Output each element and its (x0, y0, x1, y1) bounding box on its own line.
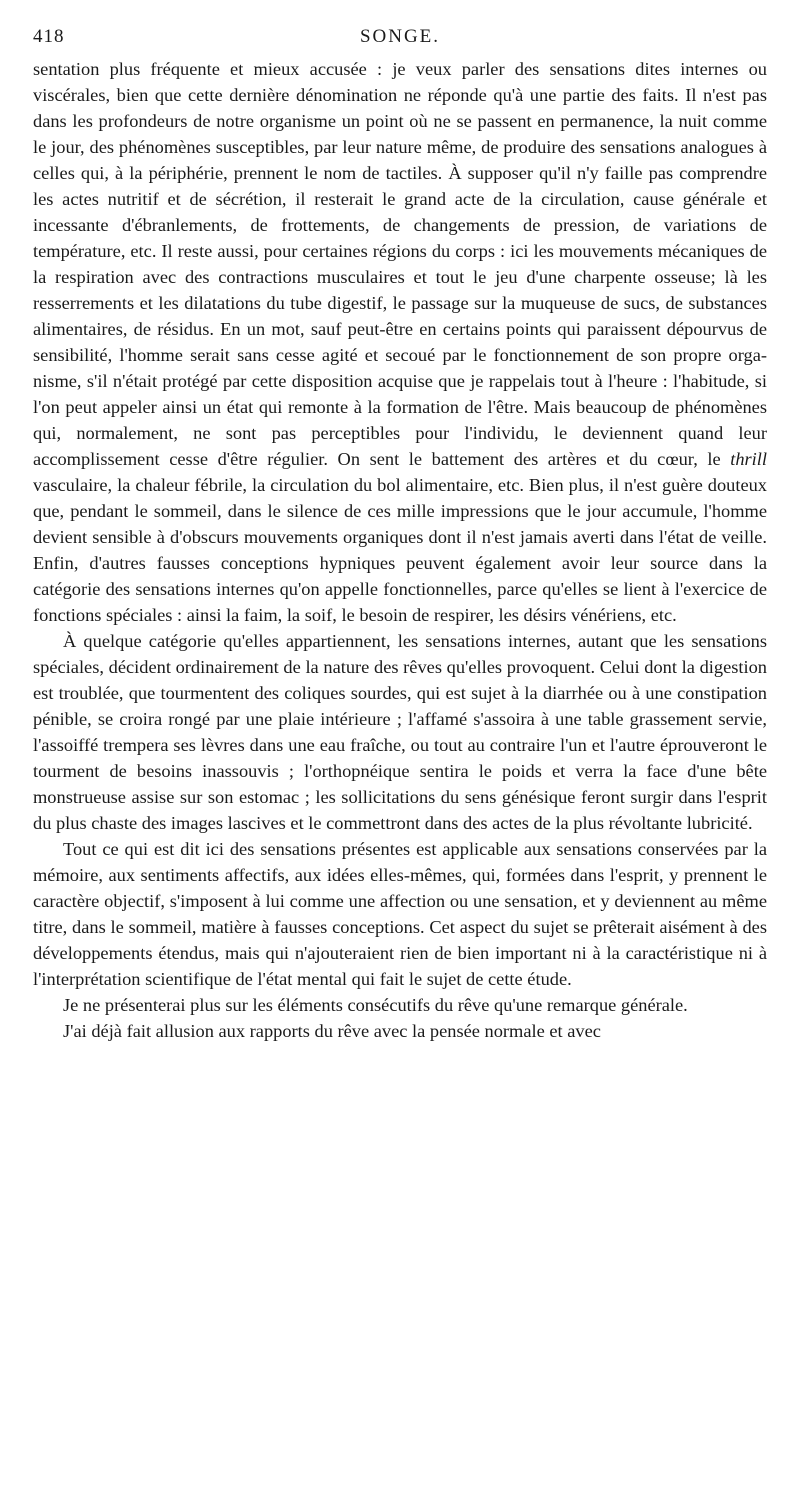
paragraph-1-italic-term: thrill (730, 449, 767, 469)
paragraph-1 (33, 56, 767, 628)
paragraph-4: Je ne présenterai plus sur les éléments consécutifs du rêve qu'une remarque générale. (63, 995, 688, 1015)
page-header (33, 26, 767, 56)
page-number: 418 (33, 26, 65, 47)
paragraph-1-text-a: sentation plus fréquente et mieux accusée : je veux parler des sensations dites internes ou viscérales, bien que cette dernière dénomination ne réponde qu'à une partie des faits. Il n'est pas dans les profondeurs de notre organisme un point où ne se passent en permanence, la nuit comme le jour, des phénomènes susceptibles, par leur nature même, de produire des sensations analogues à celles qui, à la périphérie, prennent le nom de tactiles. À supposer qu'il n'y faille pas comprendre les actes nutritif et de sécrétion, il resterait le grand acte de la circulation, cause générale et incessante d'ébranlements, de frottements, de changements de pression, de variations de température, etc. Il reste aussi, pour certaines régions du corps : ici les mouvements mécaniques de la respiration avec des contractions musculaires et tout le jeu d'une charpente osseuse; là les resserrements et les dilatations du tube digestif, le passage sur la muqueuse de sucs, de substances alimentaires, de résidus. En un mot, sauf peut-être en certains points qui paraissent dépourvus de sensibilité, l'homme serait sans cesse agité et secoué par le fonctionnement de son propre organisme, s'il n'était protégé par cette disposition acquise que je rappelais tout à l'heure : l'habitude, si l'on peut appeler ainsi un état qui remonte à la formation de l'être. Mais beaucoup de phénomènes qui, normalement, ne sont pas perceptibles pour l'individu, le deviennent quand leur accomplissement cesse d'être régulier. On sent le battement des artères et du cœur, le (33, 59, 767, 469)
paragraph-1-text-b: vasculaire, la chaleur fébrile, la circulation du bol alimentaire, etc. Bien plus, il n'est guère douteux que, pendant le sommeil, dans le silence de ces mille impressions que le jour accumule, l'homme devient sensible à d'obscurs mouvements organiques dont il n'est jamais averti dans l'état de veille. Enfin, d'autres fausses conceptions hypniques peuvent également avoir leur source dans la catégorie des sensations internes qu'on appelle fonctionnelles, parce qu'elles se lient à l'exercice de fonctions spéciales : ainsi la faim, la soif, le besoin de respirer, les désirs vénériens, etc. (33, 475, 767, 625)
paragraph-3: Tout ce qui est dit ici des sensations présentes est applicable aux sensations conservées par la mémoire, aux sentiments affectifs, aux idées elles-mêmes, qui, formées dans l'esprit, y prennent le caractère objectif, s'imposent à lui comme une affection ou une sensation, et y deviennent au même titre, dans le sommeil, matière à fausses conceptions. Cet aspect du sujet se prêterait aisément à des développements étendus, mais qui n'ajouteraient rien de bien important ni à la caractéristique ni à l'interprétation scientifique de l'état mental qui fait le sujet de cette étude. (33, 839, 767, 989)
paragraph-5: J'ai déjà fait allusion aux rapports du rêve avec la pensée normale et avec (63, 1021, 601, 1041)
book-page (33, 26, 767, 1044)
running-title: SONGE. (359, 26, 441, 47)
body-text (33, 56, 767, 1044)
paragraph-2: À quelque catégorie qu'elles appartiennent, les sensations internes, autant que les sensations spéciales, décident ordinairement de la nature des rêves qu'elles provoquent. Celui dont la digestion est troublée, que tourmentent des coliques sourdes, qui est sujet à la diarrhée ou à une constipation pénible, se croira rongé par une plaie intérieure ; l'affamé s'assoira à une table grassement servie, l'assoiffé trempera ses lèvres dans une eau fraîche, ou tout au contraire l'un et l'autre éprouveront le tourment de besoins inassouvis ; l'orthopnéique sentira le poids et verra la face d'une bête monstrueuse assise sur son estomac ; les sollicitations du sens génésique feront surgir dans l'esprit du plus chaste des images lascives et le commettront dans des actes de la plus révoltante lubricité. (33, 631, 767, 833)
